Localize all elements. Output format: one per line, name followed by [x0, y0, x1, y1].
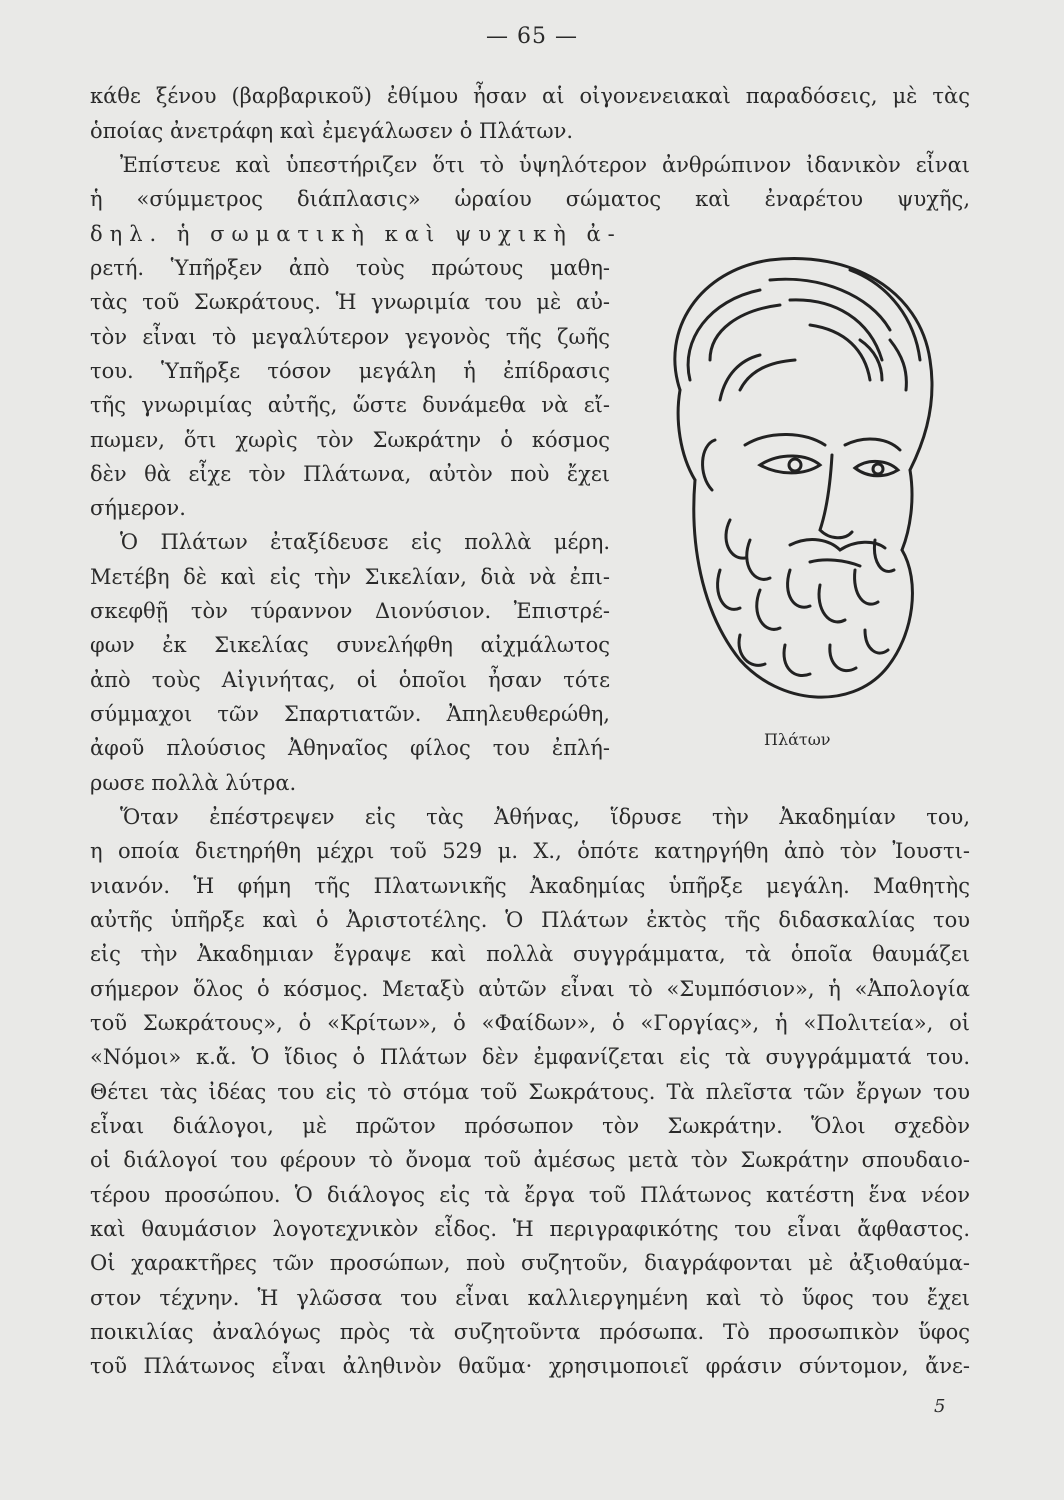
text-line: τὸν εἶναι τὸ μεγαλύτερον γεγονὸς τῆς ζωῆς [90, 325, 610, 349]
text-line: ὁποίας ἀνετράφη καὶ ἐμεγάλωσεν ὁ Πλάτων. [90, 119, 574, 143]
text-line: σκεφθῇ τὸν τύραννον Διονύσιον. Ἐπιστρέ- [90, 599, 610, 623]
text-line: ρετή. Ὑπῆρξεν ἀπὸ τοὺς πρώτους μαθη- [90, 256, 610, 280]
plato-portrait [620, 240, 960, 720]
text-line: δηλ. ἡ σωματικὴ καὶ ψυχικὴ ἀ- [90, 222, 622, 246]
text-line: τοῦ Σωκράτους», ὁ «Κρίτων», ὁ «Φαίδων», ὁ «Γοργίας», ἡ «Πολιτεία», οἱ [90, 1011, 970, 1035]
text-line: σήμερον ὅλος ὁ κόσμος. Μεταξὺ αὐτῶν εἶναι τὸ «Συμπόσιον», ἡ «Ἀπολογία [90, 977, 970, 1001]
text-line: νιανόν. Ἡ φήμη τῆς Πλατωνικῆς Ἀκαδημίας ὑπῆρξε μεγάλη. Μαθητὴς [90, 874, 970, 898]
figure-caption: Πλάτων [764, 730, 831, 749]
text-line: Ὁ Πλάτων ἐταξίδευσε εἰς πολλὰ μέρη. [120, 530, 610, 554]
text-line: καὶ θαυμάσιον λογοτεχνικὸν εἶδος. Ἡ περιγραφικότης του εἶναι ἄφθαστος. [90, 1217, 970, 1241]
text-line: ἡ «σύμμετρος διάπλασις» ὡραίου σώματος καὶ ἐναρέτου ψυχῆς, [90, 187, 970, 211]
text-line: αὐτῆς ὑπῆρξε καὶ ὁ Ἀριστοτέλης. Ὁ Πλάτων ἐκτὸς τῆς διδασκαλίας του [90, 908, 970, 932]
text-line: τῆς γνωριμίας αὐτῆς, ὥστε δυνάμεθα νὰ εἴ- [90, 393, 610, 417]
text-line: σύμμαχοι τῶν Σπαρτιατῶν. Ἀπηλευθερώθη, [90, 702, 610, 726]
text-line: οἱ διάλογοί του φέρουν τὸ ὄνομα τοῦ ἀμέσως μετὰ τὸν Σωκράτην σπουδαιο- [90, 1148, 970, 1172]
page-number: — 65 — [486, 24, 578, 49]
text-line: Θέτει τὰς ἰδέας του εἰς τὸ στόμα τοῦ Σωκράτους. Τὰ πλεῖστα τῶν ἔργων του [90, 1080, 970, 1104]
text-line: σήμερον. [90, 496, 186, 520]
text-line: εἰς τὴν Ἀκαδημιαν ἔγραψε καὶ πολλὰ συγγράμματα, τὰ ὁποῖα θαυμάζει [90, 942, 970, 966]
text-line: ποικιλίας ἀναλόγως πρὸς τὰ συζητοῦντα πρόσωπα. Τὸ προσωπικὸν ὕφος [90, 1320, 970, 1344]
text-line: Μετέβη δὲ καὶ εἰς τὴν Σικελίαν, διὰ νὰ ἐπι- [90, 565, 610, 589]
text-line: Ὅταν ἐπέστρεψεν εἰς τὰς Ἀθήνας, ἵδρυσε τὴν Ἀκαδημίαν του, [120, 805, 970, 829]
text-line: φων ἐκ Σικελίας συνελήφθη αἰχμάλωτος [90, 633, 610, 657]
signature-mark: 5 [934, 1396, 946, 1417]
text-line: του. Ὑπῆρξε τόσον μεγάλη ἡ ἐπίδρασις [90, 359, 610, 383]
text-line: Οἱ χαρακτῆρες τῶν προσώπων, ποὺ συζητοῦν, διαγράφονται μὲ ἀξιοθαύμα- [90, 1251, 970, 1275]
text-line: Ἐπίστευε καὶ ὑπεστήριζεν ὅτι τὸ ὑψηλότερον ἀνθρώπινον ἰδανικὸν εἶναι [120, 153, 970, 177]
text-line: η οποία διετηρήθη μέχρι τοῦ 529 μ. Χ., ὁπότε κατηργήθη ἀπὸ τὸν Ἰουστι- [90, 839, 970, 863]
text-line: δὲν θὰ εἶχε τὸν Πλάτωνα, αὐτὸν ποὺ ἔχει [90, 462, 610, 486]
text-line: κάθε ξένου (βαρβαρικοῦ) ἐθίμου ἦσαν αἱ οἰγονενειακαὶ παραδόσεις, μὲ τὰς [90, 84, 970, 108]
text-line: τοῦ Πλάτωνος εἶναι ἀληθινὸν θαῦμα· χρησιμοποιεῖ φράσιν σύντομον, ἄνε- [90, 1354, 970, 1378]
text-line: τὰς τοῦ Σωκράτους. Ἡ γνωριμία του μὲ αὐ- [90, 290, 610, 314]
text-line: εἶναι διάλογοι, μὲ πρῶτον πρόσωπον τὸν Σωκράτην. Ὅλοι σχεδὸν [90, 1114, 970, 1138]
text-line: ἀφοῦ πλούσιος Ἀθηναῖος φίλος του ἐπλή- [90, 736, 610, 760]
text-line: «Νόμοι» κ.ἄ. Ὁ ἴδιος ὁ Πλάτων δὲν ἐμφανίζεται εἰς τὰ συγγράμματά του. [90, 1045, 970, 1069]
text-line: ρωσε πολλὰ λύτρα. [90, 771, 297, 795]
text-line: τέρου προσώπου. Ὁ διάλογος εἰς τὰ ἔργα τοῦ Πλάτωνος κατέστη ἕνα νέον [90, 1183, 970, 1207]
text-line: πωμεν, ὅτι χωρὶς τὸν Σωκράτην ὁ κόσμος [90, 428, 610, 452]
text-line: στον τέχνην. Ἡ γλῶσσα του εἶναι καλλιεργημένη καὶ τὸ ὕφος του ἔχει [90, 1286, 970, 1310]
text-line: ἀπὸ τοὺς Αἰγινήτας, οἱ ὁποῖοι ἦσαν τότε [90, 668, 610, 692]
